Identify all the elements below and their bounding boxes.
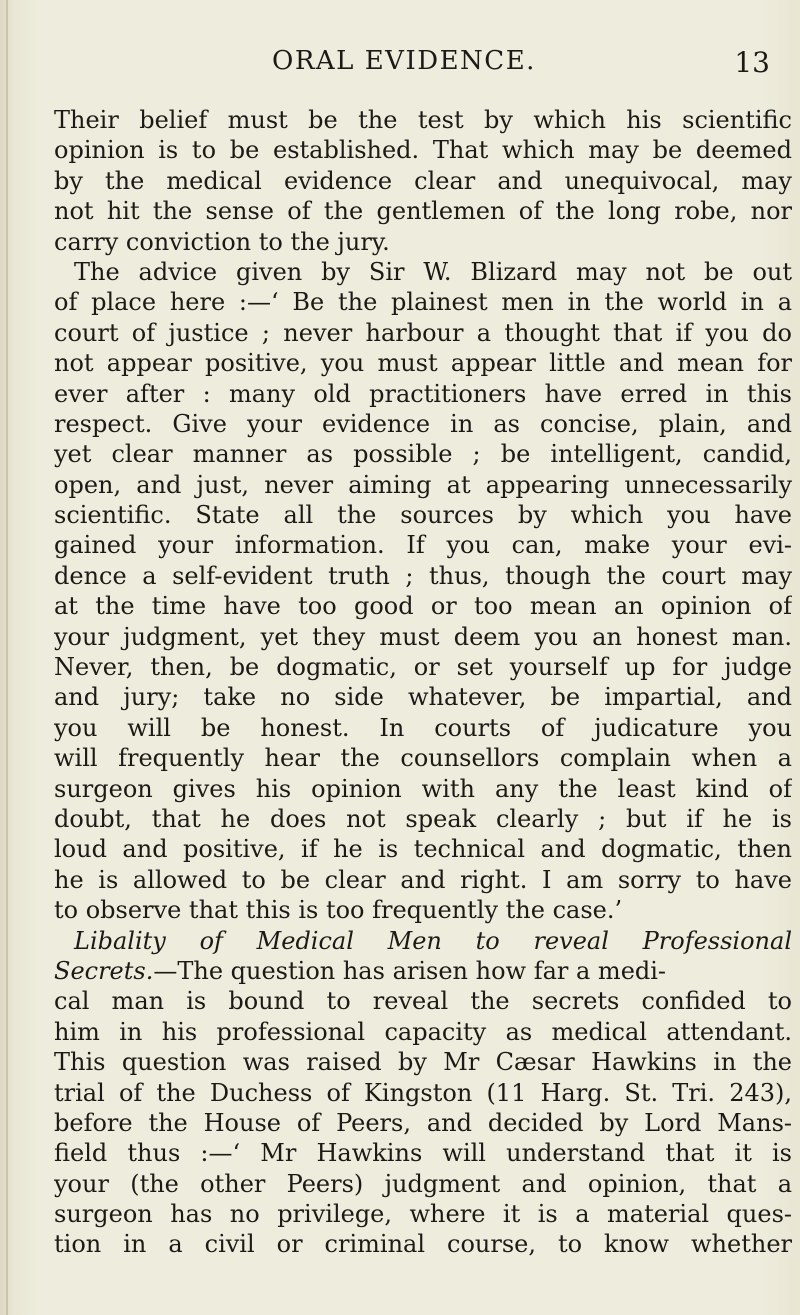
text-line: The advice given by Sir W. Blizard may not be out (74, 257, 792, 286)
body-text (54, 105, 792, 1260)
text-line: cal man is bound to reveal the secrets confided to (54, 987, 792, 1016)
text-line: will frequently hear the counsellors complain when a (54, 744, 792, 773)
section-heading-line1: Libality of Medical Men to reveal Professional (74, 926, 792, 955)
text-line: and jury; take no side whatever, be impartial, and (54, 683, 792, 712)
text-line: open, and just, never aiming at appearing unnecessarily (54, 470, 792, 499)
text-line: surgeon has no privilege, where it is a material ques- (54, 1200, 792, 1229)
text-line: ever after : many old practitioners have erred in this (54, 379, 792, 408)
text-line: carry conviction to the jury. (54, 227, 390, 256)
text-line: field thus :—‘ Mr Hawkins will understand that it is (54, 1139, 792, 1168)
text-line: —The question has arisen how far a medi- (153, 956, 667, 985)
text-line: court of justice ; never harbour a thought that if you do (54, 318, 792, 347)
text-line: you will be honest. In courts of judicature you (54, 713, 792, 742)
text-line: yet clear manner as possible ; be intelligent, candid, (54, 440, 792, 469)
text-line: Never, then, be dogmatic, or set yourself up for judge (54, 653, 792, 682)
text-line: to observe that this is too frequently the case.’ (54, 896, 623, 925)
text-line: your judgment, yet they must deem you an honest man. (54, 622, 792, 651)
text-line: of place here :—‘ Be the plainest men in the world in a (54, 288, 792, 317)
text-line: tion in a civil or criminal course, to know whether (54, 1230, 792, 1259)
text-line: opinion is to be established. That which may be deemed (54, 136, 792, 165)
text-line: scientific. State all the sources by which you have (54, 501, 792, 530)
text-line: him in his professional capacity as medical attendant. (54, 1017, 792, 1046)
text-line: at the time have too good or too mean an opinion of (54, 592, 792, 621)
binding-edge (6, 0, 8, 1315)
text-line: doubt, that he does not speak clearly ; but if he is (54, 804, 792, 833)
text-line: dence a self-evident truth ; thus, though the court may (54, 561, 792, 590)
text-line: gained your information. If you can, make your evi- (54, 531, 792, 560)
text-line: before the House of Peers, and decided by Lord Mans- (54, 1108, 792, 1137)
text-line: your (the other Peers) judgment and opinion, that a (54, 1169, 792, 1198)
text-line: not hit the sense of the gentlemen of the long robe, nor (54, 197, 792, 226)
text-line: not appear positive, you must appear little and mean for (54, 349, 792, 378)
text-line: loud and positive, if he is technical and dogmatic, then (54, 835, 792, 864)
running-title: ORAL EVIDENCE. (272, 46, 536, 76)
page-number: 13 (734, 46, 770, 79)
text-line: surgeon gives his opinion with any the least kind of (54, 774, 792, 803)
text-line: he is allowed to be clear and right. I am sorry to have (54, 865, 792, 894)
page-header (0, 46, 800, 86)
text-line: respect. Give your evidence in as concise, plain, and (54, 409, 792, 438)
text-line: This question was raised by Mr Cæsar Hawkins in the (54, 1048, 792, 1077)
section-heading-line2-with-text (54, 956, 792, 986)
section-heading-line2: Secrets. (54, 956, 154, 985)
text-line: by the medical evidence clear and unequivocal, may (54, 166, 792, 195)
text-line: trial of the Duchess of Kingston (11 Harg. St. Tri. 243), (54, 1078, 792, 1107)
text-line: Their belief must be the test by which his scientific (54, 106, 792, 134)
